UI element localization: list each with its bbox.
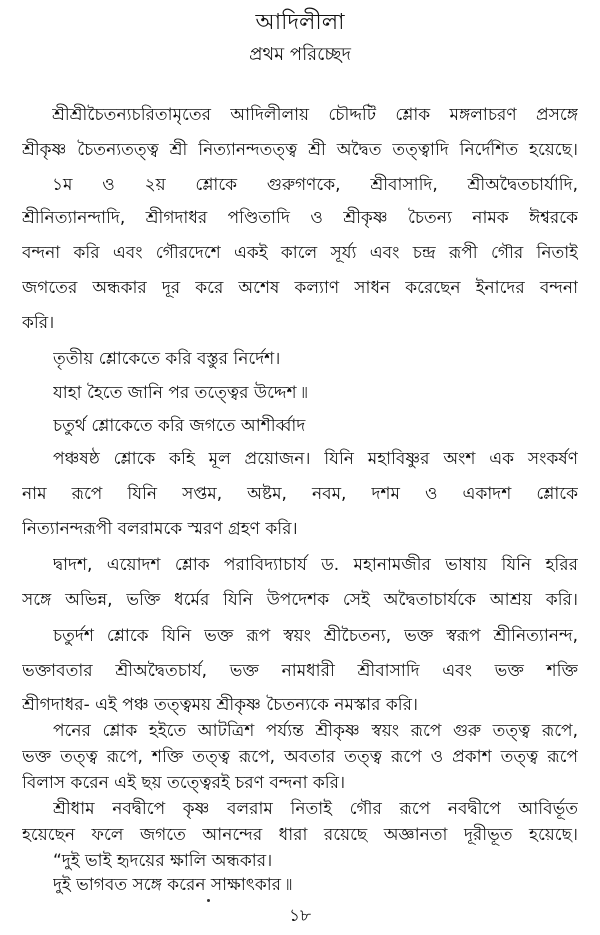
text-line: বিলাস করেন এই ছয় তত্ত্বেরই চরণ বন্দনা করি। (22, 773, 346, 793)
chapter-subtitle: প্রথম পরিচ্ছেদ (249, 44, 351, 65)
verse-line: যাহা হৈতে জানি পর তত্ত্বের উদ্দেশ ৷৷ (53, 383, 308, 403)
text-line: নিত্যানন্দরূপী বলরামকে স্মরণ গ্রহণ করি। (22, 519, 298, 539)
text-line: নাম রূপে যিনি সপ্তম, অষ্টম, নবম, দশম ও একাদশ শ্লোকে (22, 484, 578, 504)
text-line: ১ম ও ২য় শ্লোকে গুরুগণকে, শ্রীবাসাদি, শ্রীঅদ্বৈতচার্যাদি, (52, 175, 578, 195)
text-line: চতুর্দশ শ্লোকে যিনি ভক্ত রূপ স্বয়ং শ্রীচৈতন্য, ভক্ত স্বরূপ শ্রীনিত্যানন্দ, (53, 626, 578, 646)
chapter-title: আদিলীলা (255, 10, 345, 35)
text-line: পনের শ্লোক হইতে আটত্রিশ পর্য্যন্ত শ্রীকৃষ্ণ স্বয়ং রূপে গুরু তত্ত্ব রূপে, (53, 721, 578, 741)
text-line: শ্রীগদাধর- এই পঞ্চ তত্ত্বময় শ্রীকৃষ্ণ চৈতন্যকে নমস্কার করি। (22, 695, 419, 715)
text-line: সঙ্গে অভিন্ন, ভক্তি ধর্মের যিনি উপদেশক সেই অদ্বৈতাচার্যকে আশ্রয় করি। (22, 590, 578, 610)
page-number: ১৮ (288, 906, 312, 926)
text-line: ভক্তাবতার শ্রীঅদ্বৈতচার্য, ভক্ত নামধারী শ্রীবাসাদি এবং ভক্ত শক্তি (22, 661, 578, 681)
text-line: করি। (22, 313, 55, 333)
verse-line: দুই ভাগবত সঙ্গে করেন সাক্ষাৎকার ৷৷ (53, 875, 293, 895)
text-line: শ্রীনিত্যানন্দাদি, শ্রীগদাধর পণ্ডিতাদি ও শ্রীকৃষ্ণ চৈতন্য নামক ঈশ্বরকে (22, 208, 578, 228)
text-line: হয়েছেন ফলে জগতে আনন্দের ধারা রয়েছে অজ্ঞানতা দূরীভূত হয়েছে। (22, 825, 578, 845)
text-line: বন্দনা করি এবং গৌরদেশে একই কালে সূর্য্য এবং চন্দ্র রূপী গৌর নিতাই (22, 243, 578, 263)
text-line: শ্রীধাম নবদ্বীপে কৃষ্ণ বলরাম নিতাই গৌর রূপে নবদ্বীপে আবির্ভূত (53, 799, 578, 819)
text-line: শ্রীকৃষ্ণ চৈতন্যতত্ত্ব শ্রী নিত্যানন্দতত্ত্ব শ্রী অদ্বৈত তত্ত্বাদি নির্দেশিত হয়েছে। (22, 140, 578, 160)
text-line: দ্বাদশ, এয়োদশ শ্লোক পরাবিদ্যাচার্য ড. মহানামজীর ভাষায় যিনি হরির (53, 555, 578, 575)
verse-line: চতুর্থ শ্লোকেতে করি জগতে আশীর্ব্বাদ (53, 416, 306, 436)
text-line: শ্রীশ্রীচৈতন্যচরিতামৃতের আদিলীলায় চৌদ্দটি শ্লোক মঙ্গলাচরণ প্রসঙ্গে (52, 105, 578, 125)
verse-line: তৃতীয় শ্লোকেতে করি বস্তুর নির্দেশ। (53, 349, 281, 369)
text-line: ভক্ত তত্ত্ব রূপে, শক্তি তত্ত্ব রূপে, অবতার তত্ত্ব রূপে ও প্রকাশ তত্ত্ব রূপে (22, 747, 578, 767)
text-line: পঞ্চষষ্ঠ শ্লোকে কহি মূল প্রয়োজন। যিনি মহাবিষ্ণুর অংশ এক সংকর্ষণ (53, 449, 578, 469)
print-speck (207, 899, 210, 902)
verse-line: “দুই ভাই হৃদয়ের ক্ষালি অন্ধকার। (53, 851, 273, 871)
text-line: জগতের অন্ধকার দূর করে অশেষ কল্যাণ সাধন করেছেন ইনাদের বন্দনা (22, 278, 578, 298)
